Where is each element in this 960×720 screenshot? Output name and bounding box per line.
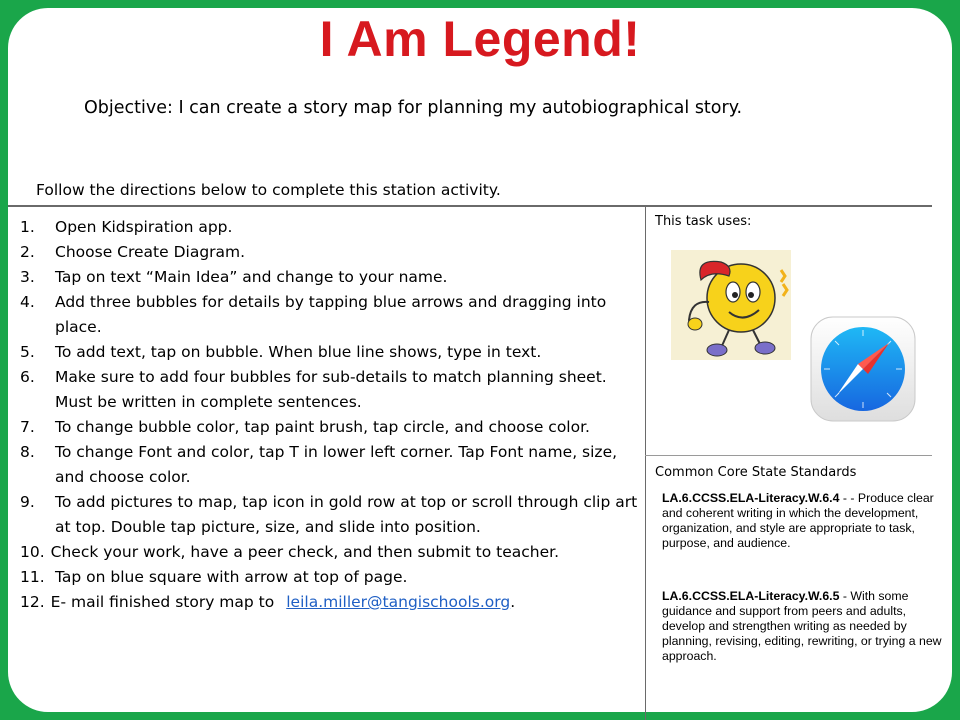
safari-app-icon [810, 316, 916, 422]
kidspiration-app-icon [671, 250, 791, 360]
list-item [20, 365, 642, 415]
standard-code: LA.6.CCSS.ELA-Literacy.W.6.5 [662, 589, 840, 603]
objective-text: Objective: I can create a story map for planning my autobiographical story. [84, 98, 743, 118]
step-text: Open Kidspiration app. [55, 218, 233, 236]
email-link[interactable]: leila.miller@tangischools.org [286, 593, 511, 611]
step-number: 6. [20, 368, 35, 386]
standard-item [662, 491, 948, 551]
list-item [20, 415, 642, 440]
uses-label: This task uses: [655, 214, 752, 229]
list-item [20, 240, 642, 265]
standard-text: - With some guidance and support from peers and adults, develop and strengthen writing as needed by planning, revising, editing, rewriting, or trying a new approach. [662, 589, 942, 663]
step-text: To add pictures to map, tap icon in gold row at top or scroll through clip art at top. Double tap picture, size, and slide into position. [55, 493, 638, 536]
standard-text: - - Produce clear and coherent writing in which the development, organization, and style are appropriate to task, purpose, and audience. [662, 491, 934, 550]
step-text: To change bubble color, tap paint brush, tap circle, and choose color. [55, 418, 590, 436]
step-number: 3. [20, 268, 35, 286]
step-number: 9. [20, 493, 35, 511]
step-text: Make sure to add four bubbles for sub-details to match planning sheet. Must be written in complete sentences. [55, 368, 607, 411]
table-column-divider [645, 205, 646, 720]
step-text: To add text, tap on bubble. When blue line shows, type in text. [55, 343, 542, 361]
step-number: 5. [20, 343, 35, 361]
step-number: 2. [20, 243, 35, 261]
step-text: Tap on blue square with arrow at top of page. [55, 568, 408, 586]
ccss-label: Common Core State Standards [655, 465, 857, 480]
step-number: 1. [20, 218, 35, 236]
step-number: 8. [20, 443, 35, 461]
list-item [20, 540, 642, 565]
step-text: Add three bubbles for details by tapping blue arrows and dragging into place. [55, 293, 607, 336]
step-number: 4. [20, 293, 35, 311]
table-row-divider [645, 455, 932, 456]
list-item [20, 490, 642, 540]
step-text: E- mail finished story map to [50, 593, 275, 611]
list-item [20, 590, 642, 615]
steps-list [20, 215, 642, 615]
step-number: 12. [20, 593, 45, 611]
list-item [20, 265, 642, 290]
list-item [20, 215, 642, 240]
standard-code: LA.6.CCSS.ELA-Literacy.W.6.4 [662, 491, 840, 505]
step-number: 7. [20, 418, 35, 436]
list-item [20, 340, 642, 365]
step-text: Check your work, have a peer check, and then submit to teacher. [50, 543, 560, 561]
list-item [20, 440, 642, 490]
list-item [20, 290, 642, 340]
step-text: Choose Create Diagram. [55, 243, 246, 261]
email-suffix: . [510, 593, 516, 611]
step-number: 10. [20, 543, 45, 561]
standard-item [662, 589, 948, 664]
list-item [20, 565, 642, 590]
step-text: To change Font and color, tap T in lower left corner. Tap Font name, size, and choose color. [55, 443, 618, 486]
step-text: Tap on text “Main Idea” and change to your name. [55, 268, 448, 286]
table-top-rule [8, 205, 932, 207]
slide-title: I Am Legend! [319, 11, 641, 67]
step-number: 11. [20, 568, 45, 586]
directions-text: Follow the directions below to complete this station activity. [36, 181, 501, 199]
